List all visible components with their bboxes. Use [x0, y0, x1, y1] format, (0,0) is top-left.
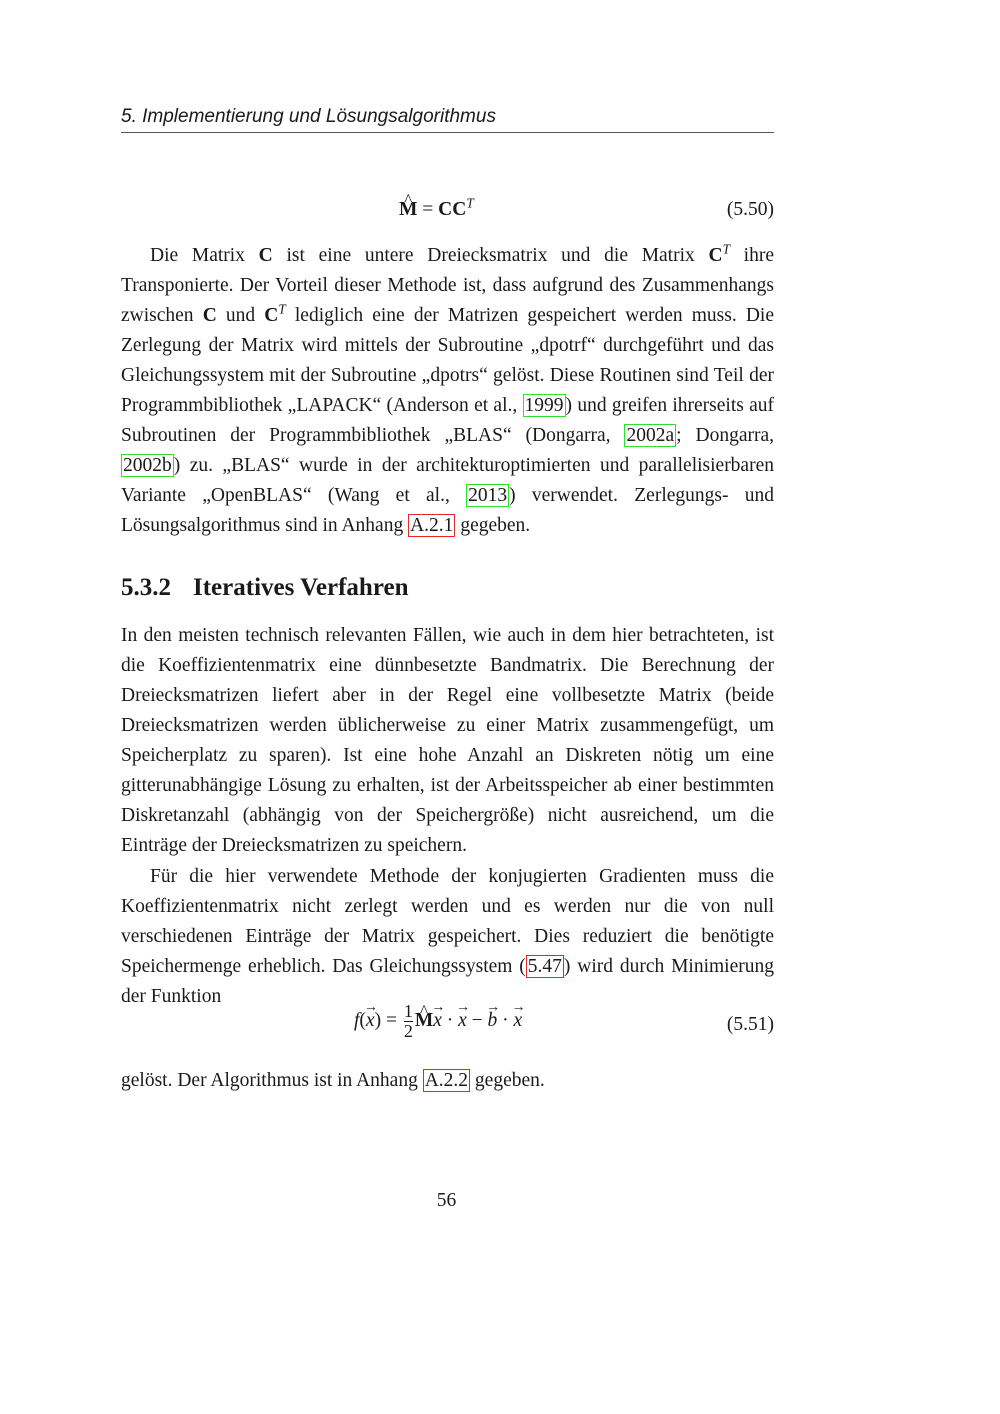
- section-title: Iteratives Verfahren: [193, 574, 409, 601]
- appendix-link[interactable]: A.2.1: [410, 515, 454, 536]
- citation-link[interactable]: 2013: [468, 485, 508, 506]
- page-number: 56: [436, 1190, 457, 1211]
- citation-link[interactable]: 2002a: [626, 425, 675, 446]
- citation-link[interactable]: 2002b: [123, 455, 172, 476]
- equation-5-51-expression: f(→ x) = $\frac{1}{2}$ ^ M→ x · → x − → b · → x: [354, 1002, 522, 1041]
- equation-link[interactable]: 5.47: [527, 956, 562, 977]
- section-number: 5.3.2: [121, 574, 171, 601]
- paragraph-cholesky: Die Matrix C ist eine untere Dreiecksmatrix und die Matrix $C^T$ ihre Transponierte. Der Vorteil dieser Methode ist, dass aufgrund des Zusammenhangs zwischen C und $C^T$ lediglich eine der Matrizen gespeichert werden muss. Die Zerlegung der Matrix wird mittels der Subroutine „dpotrf“ durchgeführt und das Gleichungssystem mit der Subroutine „dpotrs“ gelöst. Diese Routinen sind Teil der Programmbibliothek „LAPACK“ (Anderson et al., 1999 ) und greifen ihrerseits auf Subroutinen der Programmbibliothek „BLAS“ (Dongarra, 2002a ; Dongarra, 2002b ) zu. „BLAS“ wurde in der architekturoptimierten und parallelisierbaren Variante „OpenBLAS“ (Wang et al., 2013 ) verwendet. Zerlegungs- und Lösungsalgorithmus sind in Anhang A.2.1 gegeben.: [121, 241, 775, 536]
- equation-number: (5.50): [726, 199, 774, 220]
- paragraph-sparse: In den meisten technisch relevanten Fällen, wie auch in dem hier betrachteten, ist die Koeffizientenmatrix eine dünnbesetzte Bandmatrix. Die Berechnung der Dreiecksmatrizen liefert aber in der Regel eine vollbesetzte Matrix (beide Dreiecksmatrizen werden üblicherweise zu einer Matrix zusammengefügt, um Speicherplatz zu sparen). Ist eine hohe Anzahl an Diskreten nötig um eine gitterunabhängige Lösung zu erhalten, ist der Arbeitsspeicher ab einer bestimmten Diskretanzahl (abhängig von der Speichergröße) nicht ausreichend, um die Einträge der Dreiecksmatrizen zu speichern.: [121, 625, 774, 856]
- paragraph-cg-method: Für die hier verwendete Methode der konjugierten Gradienten muss die Koeffizientenmatrix nicht zerlegt werden und es werden nur die von null verschiedenen Einträge der Matrix gespeichert. Dies reduziert die benötigte Speichermenge erheblich. Das Gleichungssystem ( 5.47 ) wird durch Minimierung der Funktion: [121, 866, 774, 1007]
- equation-number: (5.51): [726, 1014, 774, 1035]
- section-heading: [121, 574, 408, 602]
- equation-5-51: [121, 1000, 774, 1050]
- equation-5-50: [121, 195, 774, 239]
- appendix-link[interactable]: A.2.2: [424, 1070, 469, 1091]
- citation-link[interactable]: 1999: [524, 395, 564, 416]
- equation-5-50-expression: ^ $M = CC^T$: [399, 199, 474, 221]
- running-head: 5. Implementierung und Lösungsalgorithmus: [121, 106, 774, 133]
- paragraph-conclusion: gelöst. Der Algorithmus ist in Anhang A.2.2 gegeben.: [121, 1070, 545, 1091]
